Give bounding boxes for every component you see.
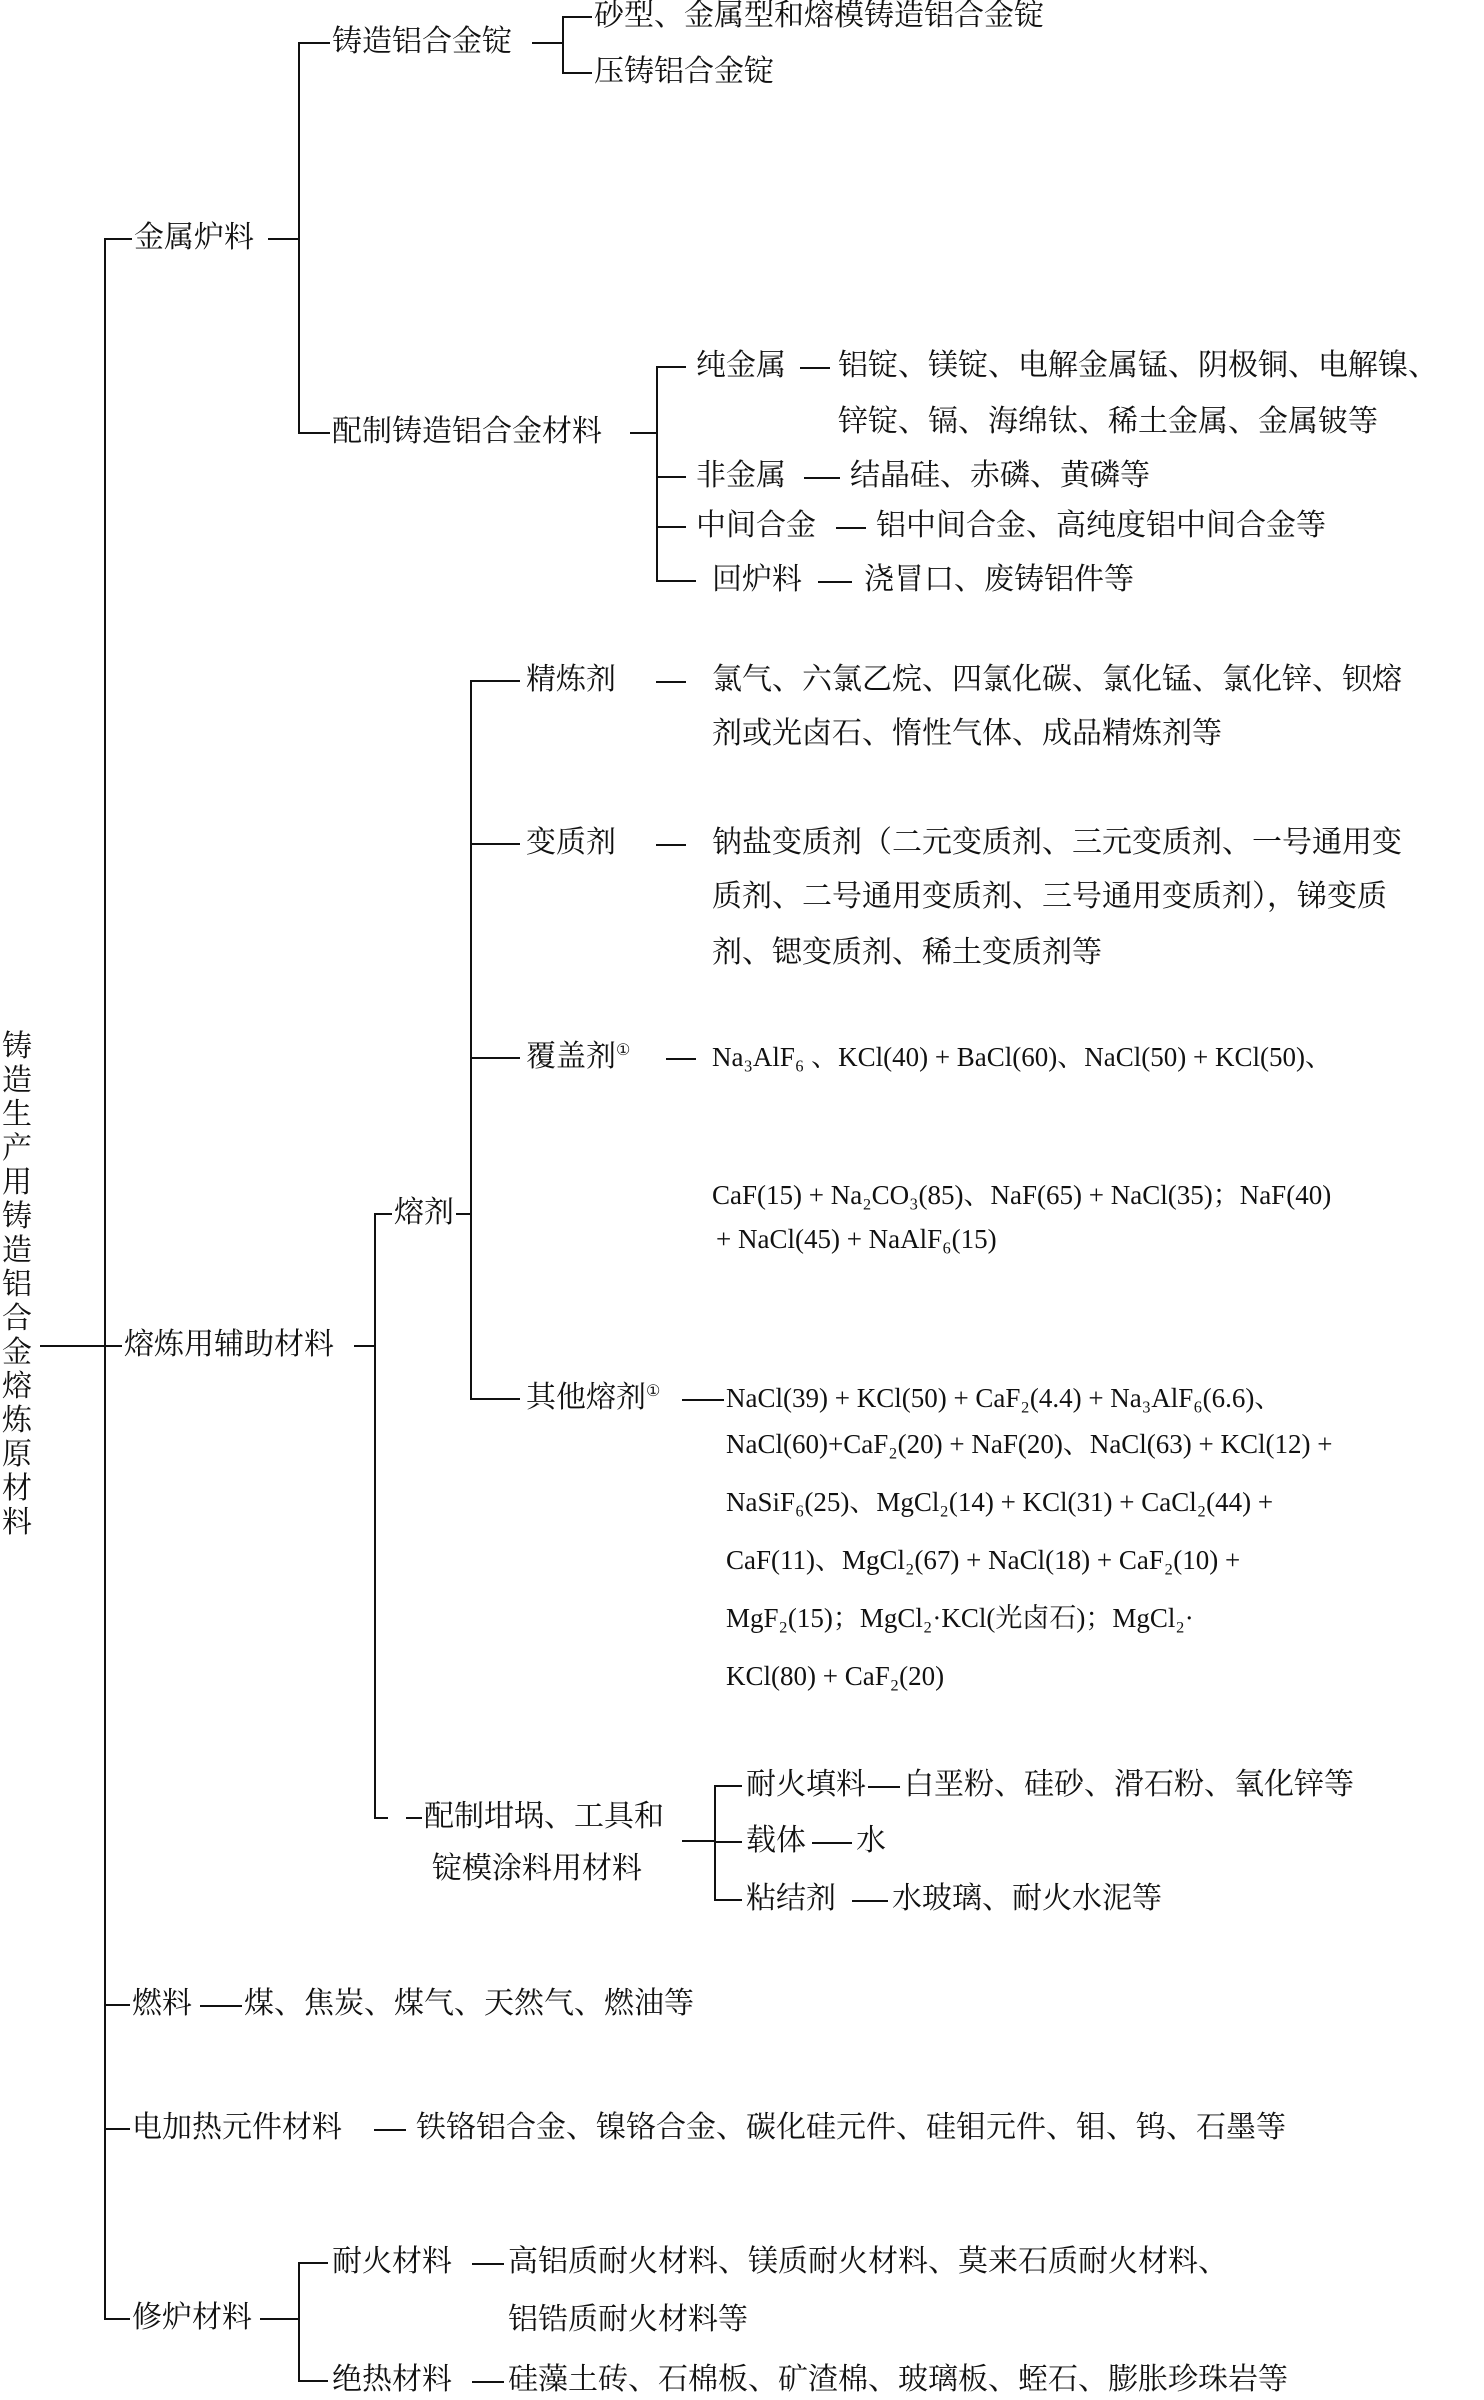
other-flux-text: CaF(11)、MgCl₂(67) + NaCl(18) + CaF₂(10) +	[726, 1545, 1241, 1575]
modifier-label: 变质剂	[526, 825, 616, 860]
connector	[268, 238, 300, 240]
aux-branch	[374, 1213, 376, 1817]
dash	[800, 367, 830, 369]
connector	[374, 1213, 392, 1215]
dash	[836, 527, 866, 529]
heating-element-label: 电加热元件材料	[132, 2110, 342, 2145]
covering-agent-text: + NaCl(45) + NaAlF₆(15)	[716, 1224, 997, 1254]
connector	[714, 1841, 742, 1843]
connector	[562, 72, 592, 74]
alloy-prep-label: 配制铸造铝合金材料	[332, 414, 602, 449]
connector	[682, 1840, 716, 1842]
dash	[818, 581, 852, 583]
crucible-branch	[714, 1785, 716, 1901]
root-label-char: 原	[2, 1437, 32, 1472]
root-label-char: 材	[2, 1471, 32, 1506]
connector	[104, 1345, 122, 1347]
heating-element-text: 铁铬铝合金、镍铬合金、碳化硅元件、硅钼元件、钼、钨、石墨等	[416, 2110, 1286, 2145]
dash	[406, 1817, 422, 1819]
repair-branch	[298, 2262, 300, 2382]
dash	[804, 477, 840, 479]
pure-metal-label: 纯金属	[696, 348, 786, 383]
casting-ingot-branch	[562, 16, 564, 72]
binder-text: 水玻璃、耐火水泥等	[892, 1881, 1162, 1916]
root-label-char: 熔	[2, 1369, 32, 1404]
dash	[852, 1900, 888, 1902]
aux-material-label: 熔炼用辅助材料	[124, 1327, 334, 1362]
covering-agent-label-text: 覆盖剂	[526, 1039, 616, 1074]
master-alloy-text: 铝中间合金、高纯度铝中间合金等	[876, 508, 1326, 543]
root-label-char: 造	[2, 1063, 32, 1098]
root-label-char: 产	[2, 1131, 32, 1166]
refining-agent-text: 剂或光卤石、惰性气体、成品精炼剂等	[712, 716, 1222, 751]
modifier-text: 剂、锶变质剂、稀土变质剂等	[712, 935, 1102, 970]
root-label-char: 造	[2, 1233, 32, 1268]
insulation-label: 绝热材料	[332, 2362, 452, 2397]
other-flux-label-text: 其他熔剂	[526, 1380, 646, 1415]
casting-ingot-label: 铸造铝合金锭	[332, 24, 512, 59]
other-flux-text: MgF₂(15)；MgCl₂·KCl(光卤石)；MgCl₂·	[726, 1603, 1194, 1633]
footnote-marker: ①	[646, 1381, 661, 1400]
connector	[104, 2004, 130, 2006]
root-label-char: 铝	[2, 1267, 32, 1302]
crucible-material-label: 配制坩埚、工具和	[424, 1799, 664, 1834]
connector	[298, 2262, 328, 2264]
refractory-text: 铝锆质耐火材料等	[508, 2302, 748, 2337]
connector	[656, 580, 696, 582]
refining-agent-text: 氯气、六氯乙烷、四氯化碳、氯化锰、氯化锌、钡熔	[712, 662, 1402, 697]
fuel-text: 煤、焦炭、煤气、天然气、燃油等	[244, 1986, 694, 2021]
refractory-text: 高铝质耐火材料、镁质耐火材料、莫来石质耐火材料、	[508, 2244, 1228, 2279]
connector	[470, 1398, 520, 1400]
return-scrap-text: 浇冒口、废铸铝件等	[864, 562, 1134, 597]
footnote-marker: ①	[616, 1040, 631, 1059]
casting-ingot-item: 压铸铝合金锭	[594, 54, 774, 89]
dash	[200, 2005, 242, 2007]
root-label-char: 铸	[2, 1029, 32, 1064]
connector	[470, 843, 520, 845]
refractory-filler-label: 耐火填料	[746, 1767, 866, 1802]
covering-agent-text: CaF(15) + Na₂CO₃(85)、NaF(65) + NaCl(35)；NaF(40)	[712, 1180, 1332, 1210]
connector	[104, 2128, 130, 2130]
refining-agent-label: 精炼剂	[526, 662, 616, 697]
root-label-char: 合	[2, 1301, 32, 1336]
dash	[666, 1058, 696, 1060]
other-flux-text: KCl(80) + CaF₂(20)	[726, 1661, 945, 1691]
carrier-text: 水	[856, 1823, 886, 1858]
connector	[714, 1899, 742, 1901]
other-flux-text: NaSiF₆(25)、MgCl₂(14) + KCl(31) + CaCl₂(44) +	[726, 1487, 1274, 1517]
pure-metal-text: 锌锭、镉、海绵钛、稀土金属、金属铍等	[838, 404, 1378, 439]
modifier-text: 钠盐变质剂（二元变质剂、三元变质剂、一号通用变	[712, 825, 1402, 860]
connector	[104, 2318, 130, 2320]
other-flux-text: NaCl(60)+CaF₂(20) + NaF(20)、NaCl(63) + KCl(12) +	[726, 1429, 1333, 1459]
modifier-text: 质剂、二号通用变质剂、三号通用变质剂），锑变质	[712, 879, 1387, 914]
dash	[656, 844, 686, 846]
flux-label: 熔剂	[394, 1195, 454, 1230]
connector	[104, 238, 132, 240]
root-label-char: 用	[2, 1165, 32, 1200]
dash	[682, 1399, 724, 1401]
dash	[472, 2263, 504, 2265]
covering-agent-text: Na₃AlF₆ 、KCl(40) + BaCl(60)、NaCl(50) + KCl(50)、	[712, 1042, 1332, 1072]
refractory-label: 耐火材料	[332, 2244, 452, 2279]
connector	[562, 16, 592, 18]
dash	[656, 681, 686, 683]
carrier-label: 载体	[746, 1823, 806, 1858]
root-label-char: 生	[2, 1097, 32, 1132]
metal-branch	[298, 42, 300, 432]
metal-charge-label: 金属炉料	[134, 220, 254, 255]
nonmetal-label: 非金属	[696, 458, 786, 493]
connector	[656, 526, 686, 528]
insulation-text: 硅藻土砖、石棉板、矿渣棉、玻璃板、蛭石、膨胀珍珠岩等	[508, 2362, 1288, 2397]
pure-metal-text: 铝锭、镁锭、电解金属锰、阴极铜、电解镍、	[838, 348, 1438, 383]
covering-agent-label	[526, 1037, 630, 1077]
connector	[298, 432, 330, 434]
main-trunk	[104, 238, 106, 2318]
master-alloy-label: 中间合金	[696, 508, 816, 543]
dash	[472, 2381, 504, 2383]
connector	[656, 366, 686, 368]
binder-label: 粘结剂	[746, 1881, 836, 1916]
root-label-char: 金	[2, 1335, 32, 1370]
connector	[656, 476, 686, 478]
connector	[260, 2318, 300, 2320]
connector	[298, 2380, 328, 2382]
dash	[374, 2129, 406, 2131]
flux-branch	[470, 680, 472, 1398]
root-connector	[40, 1345, 106, 1347]
nonmetal-text: 结晶硅、赤磷、黄磷等	[850, 458, 1150, 493]
root-label-char: 铸	[2, 1199, 32, 1234]
furnace-repair-label: 修炉材料	[132, 2300, 252, 2335]
connector	[714, 1785, 742, 1787]
refractory-filler-text: 白垩粉、硅砂、滑石粉、氧化锌等	[904, 1767, 1354, 1802]
root-label-char: 炼	[2, 1403, 32, 1438]
other-flux-label	[526, 1378, 660, 1418]
connector	[374, 1817, 388, 1819]
casting-ingot-item: 砂型、金属型和熔模铸造铝合金锭	[594, 0, 1044, 33]
root-label-char: 料	[2, 1505, 32, 1540]
connector	[354, 1345, 376, 1347]
connector	[470, 1057, 520, 1059]
dash	[868, 1786, 900, 1788]
alloy-prep-branch	[656, 366, 658, 580]
connector	[630, 432, 658, 434]
connector	[298, 42, 330, 44]
connector	[532, 42, 564, 44]
fuel-label: 燃料	[132, 1986, 192, 2021]
crucible-material-label: 锭模涂料用材料	[432, 1851, 642, 1886]
connector	[470, 680, 520, 682]
return-scrap-label: 回炉料	[712, 562, 802, 597]
other-flux-text: NaCl(39) + KCl(50) + CaF₂(4.4) + Na₃AlF₆(6.6)、	[726, 1383, 1282, 1413]
dash	[812, 1842, 852, 1844]
